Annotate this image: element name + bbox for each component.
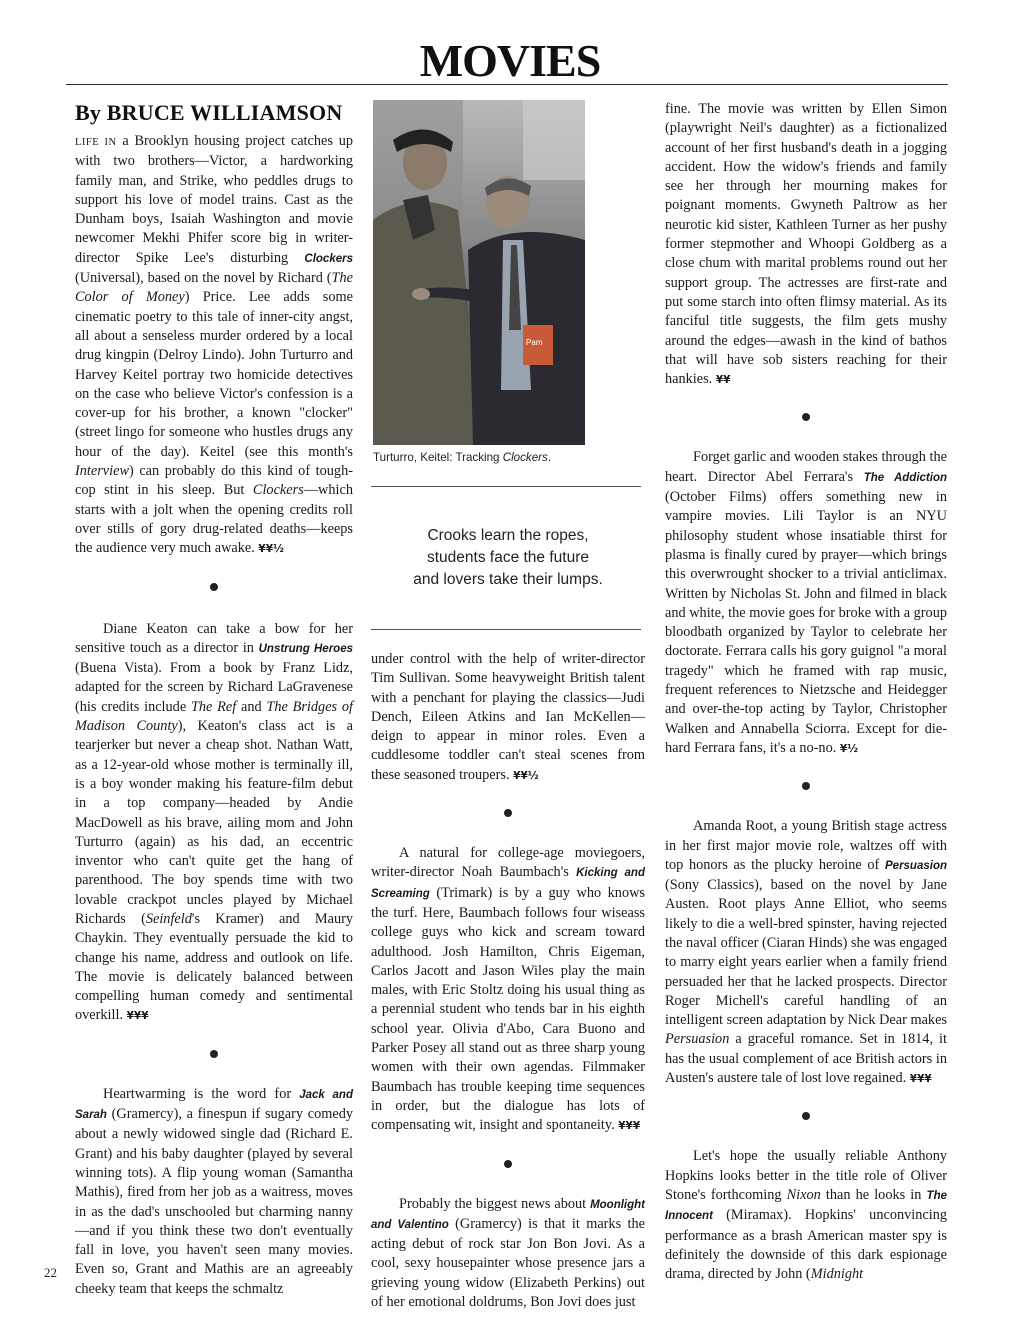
bullet-dot <box>210 583 218 591</box>
caption-film-title: Clockers <box>502 451 548 464</box>
column-3 <box>665 100 947 1284</box>
column-1 <box>75 100 353 1299</box>
byline: By BRUCE WILLIAMSON <box>75 100 343 125</box>
review-text: ) can probably do this kind of tough-cop stint in his sleep. But <box>75 463 353 499</box>
film-title: Persuasion <box>885 859 947 872</box>
review-text: than he looks in <box>820 1186 927 1203</box>
rating-mark: ¥½ <box>839 742 859 755</box>
bullet-dot <box>802 413 810 421</box>
review-text: a graceful romance. Set in 1814, it has the usual complement of ace British actors in Austen's austere tale of lost love regained. <box>665 1031 947 1087</box>
review-text: A natural for college-age moviegoers, writer-director Noah Baumbach's <box>371 845 645 881</box>
photo-caption <box>373 451 645 464</box>
review-text: (Gramercy) is that it marks the acting debut of rock star Jon Bon Jovi. As a cool, sexy housepainter whose presence jars a grieving young widow (Elizabeth Perkins) out of her emotional doldrums, Bon Jovi does just <box>371 1215 645 1311</box>
section-divider <box>75 1027 353 1085</box>
section-divider <box>665 759 947 817</box>
review-text: (Trimark) is by a guy who knows the turf. Here, Baumbach follows four wiseass college guys who kick and scream toward adulthood. Josh Hamilton, Chris Eigeman, Carlos Jacott and Jason Wiles play the main males, with Eric Stoltz doing his usual thing as a perennial student who tends bar in his eighth school year. Olivia d'Abo, Cara Buono and Parker Posey all stand out as three sharp young women with their own agendas. Filmmaker Baumbach has trouble keeping time sequences in order, but the dialogue has lots of compensating wit, insight and spontaneity. <box>371 884 645 1134</box>
review-text: Let's hope the usually reliable Anthony Hopkins looks better in the title role of Oliver Stone's forthcoming <box>665 1148 947 1203</box>
bullet-dot <box>802 782 810 790</box>
bullet-dot <box>504 1160 512 1168</box>
reference-title: The Color of Money <box>75 270 353 306</box>
caption-text: . <box>547 451 552 464</box>
photo-image <box>373 100 585 445</box>
review-text: (Miramax). Hopkins' unconvincing performance as a brash American master spy is definitely the downside of this dark espionage drama, directed by John ( <box>665 1207 947 1283</box>
review-text: Diane Keaton can take a bow for her sensitive touch as a director in <box>75 620 353 656</box>
review-text: ) Price. Lee adds some cinematic poetry to this tale of inner-city angst, all about a senseless murder ordered by a local drug kingpin (Delroy Lindo). John Turturro and Harvey Keitel portray two homicide detectives on the case who believe Victor's confession is a cover-up for his brother, a known "clocker" (street lingo for someone who hustles drugs any hour of the day). Keitel (see this month's <box>75 289 353 460</box>
rating-mark: ¥¥¥ <box>909 1073 932 1086</box>
section-title: MOVIES <box>419 35 601 86</box>
pull-quote-line: Crooks learn the ropes, <box>427 527 589 544</box>
section-divider <box>75 560 353 620</box>
prop-label: Pam <box>526 338 543 347</box>
review-text: —which starts with a jolt when the opening credits roll over stills of gory drug-related deaths—keeps the audience very much awake. <box>75 482 353 557</box>
review-clockers <box>75 132 353 560</box>
review-text: (October Films) offers something new in vampire movies. Lili Taylor is an NYU philosophy student whose insatiable thirst for plasma is finally cured by prayer—which brings this overwrought shocker to a trivial anticlimax. Written by Nicholas St. John and filmed in black and white, the movie goes for broke with a group bloodbath organized by Taylor to celebrate her doctorate. Ferrara calls his gory guignol "a moral tragedy" which he framed with rap music, frequent references to Nietzsche and Heidegger and over-the-top acting by Taylor, Christopher Walken and Annabella Sciorra. Except for die-hard Ferrara fans, it's a no-no. <box>665 489 947 756</box>
review-text: Amanda Root, a young British stage actress in her first major movie role, waltzes off with top honors as the plucky heroine of <box>665 818 947 873</box>
film-title-inline: Clockers <box>252 482 304 499</box>
review-text: a Brooklyn housing project catches up with two brothers—Victor, a hardworking family man, and Strike, who peddles drugs to support his love of model trains. Cast as the Dunham boys, Isaiah Washington and movie newcomer Mekhi Phifer score big in writer-director Spike Lee's disturbing <box>75 133 354 266</box>
film-title: Moonlight and Valentino <box>371 1198 645 1231</box>
rating-mark: ¥¥½ <box>258 543 284 556</box>
review-kicking-and-screaming <box>371 844 645 1136</box>
film-title: The Innocent <box>665 1189 947 1223</box>
header-rule <box>66 84 948 85</box>
pull-quote <box>371 525 645 591</box>
section-divider <box>665 390 947 448</box>
review-text: under control with the help of writer-director Tim Sullivan. Some heavyweight British talent with a penchant for playing the classics—Judi Dench, Eileen Atkins and Ian McKellen—deign to appear in minor roles. Even a cuddlesome toddler can't steal scenes from these seasoned troupers. <box>371 651 645 783</box>
review-text: and <box>236 698 267 715</box>
caption-text: Turturro, Keitel: Tracking <box>373 451 503 464</box>
reference-title: Midnight <box>810 1266 864 1283</box>
bullet-dot <box>210 1050 218 1058</box>
reference-title: The Ref <box>190 698 237 715</box>
rating-mark: ¥¥ <box>715 374 731 387</box>
lead-in: LIFE IN <box>75 137 117 148</box>
review-moonlight-continued <box>665 100 947 390</box>
review-text: Forget garlic and wooden stakes through the heart. Director Abel Ferrara's <box>665 449 947 485</box>
film-title: Unstrung Heroes <box>258 642 353 655</box>
bullet-dot <box>802 1112 810 1120</box>
review-moonlight-and-valentino <box>371 1195 645 1313</box>
review-unstrung-heroes <box>75 620 353 1027</box>
page-number: 22 <box>44 1265 57 1280</box>
review-jack-and-sarah <box>75 1085 353 1299</box>
bullet-dot <box>504 809 512 817</box>
film-title-inline: Persuasion <box>665 1031 730 1048</box>
pull-quote-line: and lovers take their lumps. <box>413 571 603 588</box>
column-2 <box>371 100 645 1312</box>
review-text: Probably the biggest news about <box>399 1195 591 1212</box>
film-title: Jack and Sarah <box>75 1088 353 1122</box>
review-text: 's Kramer) and Maury Chaykin. They eventually persuade the kid to change his name, address and outlook on life. The movie is delicately balanced between compelling human comedy and sentimental overkill. <box>75 910 353 1024</box>
rating-mark: ¥¥¥ <box>126 1010 149 1023</box>
review-the-innocent <box>665 1147 947 1284</box>
reference-title: Seinfeld <box>145 910 192 927</box>
review-text: ), Keaton's class act is a tearjerker but never a cheap shot. Nathan Watt, as a 12-year-old whose mother is terminally ill, is a boy wonder making his feature-film debut in a top company—headed by Andie MacDowell as his brave, ailing mom and John Turturro (again) as his dad, an eccentric inventor who can't quite get the hang of parenthood. The boy spends time with two lovable crackpot uncles played by Michael Richards ( <box>75 718 353 927</box>
section-divider <box>371 786 645 844</box>
rating-mark: ¥¥¥ <box>618 1120 641 1133</box>
review-persuasion <box>665 817 947 1089</box>
review-the-addiction <box>665 448 947 759</box>
review-jack-and-sarah-continued <box>371 650 645 786</box>
review-text: (Buena Vista). From a book by Franz Lidz, adapted for the screen by Richard LaGravenese (his credits include <box>75 660 353 715</box>
film-title: Kicking and Screaming <box>371 867 645 900</box>
review-text: (Universal), based on the novel by Richard ( <box>75 270 332 287</box>
review-text: fine. The movie was written by Ellen Simon (playwright Neil's daughter) as a fictionalized account of her first husband's death in a jogging accident. How the widow's friends and family see her through her mourning makes for poignant moments. Gwyneth Paltrow as her neurotic kid sister, Kathleen Turner as her pushy former stepmother and Whoopi Goldberg as a close chum with marital problems round out her support group. The actresses are first-rate and put some starch into often flimsy material. As its fanciful title suggests, the film gets mushy around the edges—awash in the kind of bathos that will have sob sisters reaching for their hankies. <box>665 101 947 388</box>
reference-title: The Bridges of Madison County <box>75 698 354 735</box>
section-divider <box>665 1089 947 1147</box>
review-text: Heartwarming is the word for <box>103 1085 300 1102</box>
section-divider <box>371 1137 645 1195</box>
review-text: (Gramercy), a finespun if sugary comedy about a newly widowed single dad (Richard E. Grant) and his baby daughter (played by several winning tots). A flip young woman (Samantha Mathis), fired from her job as a waitress, moves in as the dad's unschooled but charming nanny—and if you think these two don't eventually fall in love, you haven't seen many movies. Even so, Grant and Mathis are an agreeably cheeky team that keeps the schmaltz <box>75 1106 353 1297</box>
reference-title: Nixon <box>786 1186 821 1203</box>
review-text: (Sony Classics), based on the novel by Jane Austen. Root plays Anne Elliot, who seems likely to die a well-bred spinster, having rejected the naval officer (Ciaran Hinds) she was engaged to marry eight years earlier when a family friend persuaded her that he lacked prospects. Director Roger Michell's careful handling of an intelligent screen adaptation by Nick Dear makes <box>665 877 947 1029</box>
film-still-photo <box>373 100 585 445</box>
pull-quote-line: students face the future <box>427 549 589 566</box>
rating-mark: ¥¥½ <box>513 769 539 782</box>
film-title: The Addiction <box>863 471 947 484</box>
reference-title: Interview <box>75 463 129 480</box>
film-title: Clockers <box>304 252 353 265</box>
